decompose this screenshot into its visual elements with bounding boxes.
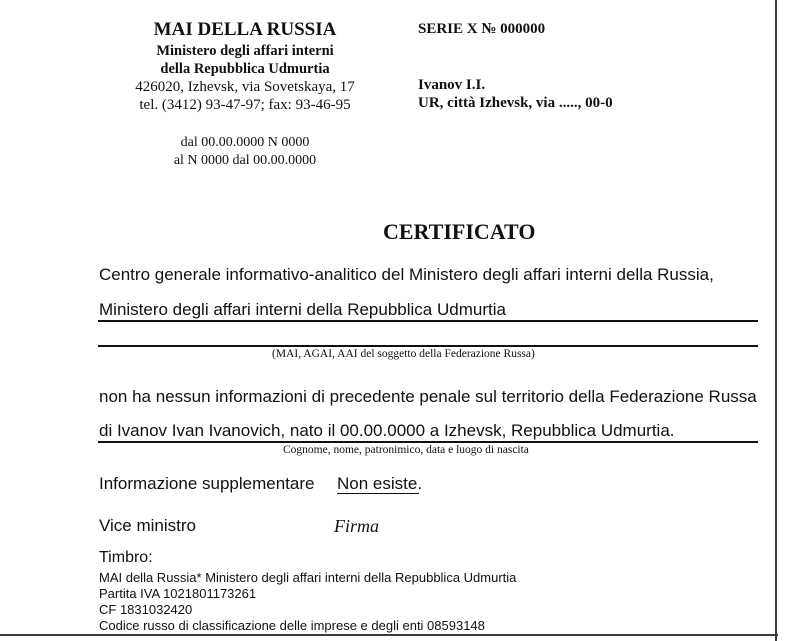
recipient-name: Ivanov I.I. — [418, 77, 486, 93]
underline-2 — [98, 345, 758, 347]
ministry-subtitle-1: Ministero degli affari interni — [156, 43, 334, 59]
stamp-line-2: Partita IVA 1021801173261 — [99, 586, 257, 601]
page-edge-bottom — [0, 634, 778, 636]
body-line-2: Ministero degli affari interni della Repubblica Udmurtia — [99, 300, 506, 319]
certificate-title: CERTIFICATO — [383, 219, 536, 244]
reference-line-1: dal 00.00.0000 N 0000 — [180, 135, 310, 150]
info-value-underline — [337, 493, 419, 494]
info-value: Non esiste. — [337, 474, 423, 493]
caption-person: Cognome, nome, patronimico, data e luogo di nascita — [283, 444, 529, 456]
underline-1 — [98, 320, 758, 322]
page-edge-right — [775, 0, 777, 641]
body-line-4: di Ivanov Ivan Ivanovich, nato il 00.00.0000 a Izhevsk, Repubblica Udmurtia. — [99, 421, 675, 440]
ministry-phone: tel. (3412) 93-47-97; fax: 93-46-95 — [139, 97, 351, 113]
ministry-subtitle-2: della Repubblica Udmurtia — [160, 61, 330, 77]
ministry-title: MAI DELLA RUSSIA — [153, 19, 337, 40]
ministry-address: 426020, Izhevsk, via Sovetskaya, 17 — [135, 79, 355, 95]
underline-3 — [98, 441, 758, 443]
signature: Firma — [334, 516, 379, 536]
stamp-line-1: MAI della Russia* Ministero degli affari interni della Repubblica Udmurtia — [99, 570, 517, 585]
stamp-line-3: CF 1831032420 — [99, 602, 193, 617]
series-number: SERIE X № 000000 — [418, 21, 546, 37]
info-label: Informazione supplementare — [99, 474, 315, 493]
body-line-3: non ha nessun informazioni di precedente penale sul territorio della Federazione Russa — [99, 387, 757, 406]
recipient-address: UR, città Izhevsk, via ....., 00-0 — [418, 95, 613, 111]
caption-authority: (MAI, AGAI, AAI del soggetto della Federazione Russa) — [272, 348, 535, 360]
stamp-line-4: Codice russo di classificazione delle imprese e degli enti 08593148 — [99, 618, 485, 633]
body-line-1: Centro generale informativo-analitico del Ministero degli affari interni della Russia, — [99, 265, 714, 284]
reference-line-2: al N 0000 dal 00.00.0000 — [173, 153, 317, 168]
signer-label: Vice ministro — [99, 516, 196, 535]
stamp-label: Timbro: — [99, 549, 153, 566]
